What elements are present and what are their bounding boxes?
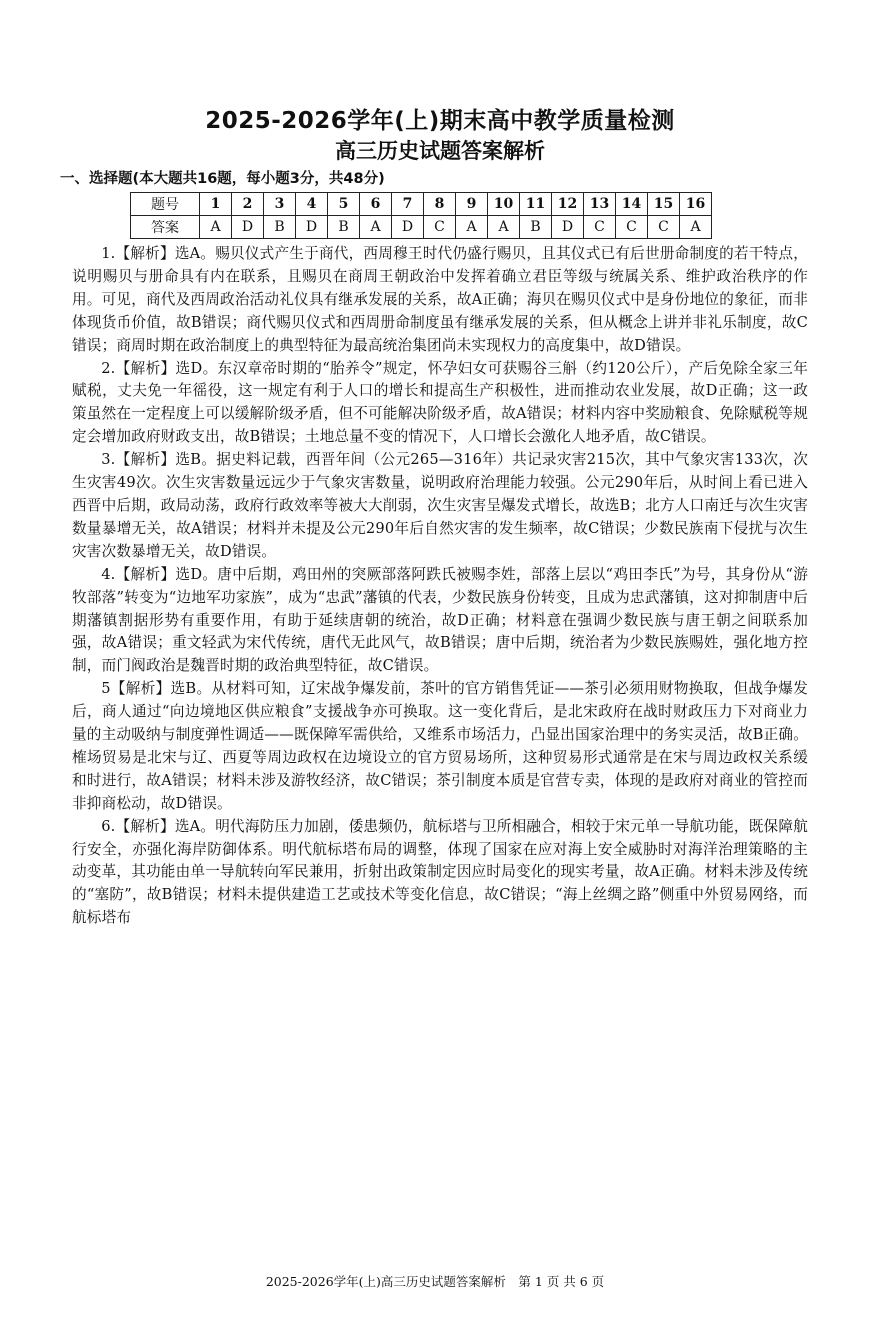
question-number-cell: 9 [456,193,488,216]
answer-cell: B [328,216,360,239]
question-number-cell: 3 [264,193,296,216]
row-label-number: 题号 [131,193,200,216]
analysis-paragraph: 4.【解析】选D。唐中后期，鸡田州的突厥部落阿跌氏被赐李姓，部落上层以“鸡田李氏”为号，其身份从“游牧部落”转变为“边地军功家族”，成为“忠武”藩镇的代表，少数民族身份转变，且成为忠武藩镇，这对抑制唐中后期藩镇割据形势有重要作用，有助于延续唐朝的统治，故D正确；材料意在强调少数民族与唐王朝之间联系加强，故A错误；重文轻武为宋代传统，唐代无此风气，故B错误；唐中后期，统治者为少数民族赐姓，强化地方控制，而门阀政治是魏晋时期的政治典型特征，故C错误。 [72,565,808,675]
answer-cell: A [680,216,712,239]
question-number-cell: 6 [360,193,392,216]
question-number-cell: 2 [232,193,264,216]
analysis-paragraph: 6.【解析】选A。明代海防压力加剧，倭患频仍，航标塔与卫所相融合，相较于宋元单一导航功能，既保障航行安全，亦强化海岸防御体系。明代航标塔布局的调整，体现了国家在应对海上安全威胁时对海洋治理策略的主动变革，其功能由单一导航转向军民兼用，折射出政策制定因应时局变化的现实考量，故A正确。材料未涉及传统的“塞防”，故B错误；材料未提供建造工艺或技术等变化信息，故C错误；“海上丝绸之路”侧重中外贸易网络，而航标塔布 [72,817,808,927]
analysis-paragraph: 3.【解析】选B。据史料记载，西晋年间（公元265—316年）共记录灾害215次，其中气象灾害133次，次生灾害49次。次生灾害数量远远少于气象灾害数量，说明政府治理能力较强。公元290年后，从时间上看已进入西晋中后期，政局动荡，政府行政效率等被大大削弱，次生灾害呈爆发式增长，故选B；北方人口南迁与次生灾害数量暴增无关，故A错误；材料并未提及公元290年后自然灾害的发生频率，故C错误；少数民族南下侵扰与次生灾害次数暴增无关，故D错误。 [72,451,808,560]
answer-cell: B [520,216,552,239]
question-number-cell: 1 [200,193,232,216]
answer-cell: B [264,216,296,239]
answer-cell: C [584,216,616,239]
page-title: 2025-2026学年(上)期末高中教学质量检测 [205,108,675,134]
document-page [0,106,870,1336]
question-number-row [131,193,712,216]
question-number-cell: 5 [328,193,360,216]
answer-cell: D [232,216,264,239]
question-number-cell: 16 [680,193,712,216]
page-footer: 2025-2026学年(上)高三历史试题答案解析 第 1 页 共 6 页 [265,1274,605,1289]
question-number-cell: 15 [648,193,680,216]
answer-cell: A [360,216,392,239]
question-number-cell: 10 [488,193,520,216]
question-number-cell: 8 [424,193,456,216]
answer-cell: D [552,216,584,239]
question-number-cell: 4 [296,193,328,216]
answer-cell: C [616,216,648,239]
section-heading: 一、选择题(本大题共16题，每小题3分，共48分) [60,171,385,187]
analysis-paragraph: 2.【解析】选D。东汉章帝时期的“胎养令”规定，怀孕妇女可获赐谷三斛（约120公斤），产后免除全家三年赋税，丈夫免一年徭役，这一规定有利于人口的增长和提高生产积极性，进而推动农业发展，故D正确；这一政策虽然在一定程度上可以缓解阶级矛盾，但不可能解决阶级矛盾，故A错误；材料内容中奖励粮食、免除赋税等规定会增加政府财政支出，故B错误；土地总量不变的情况下，人口增长会激化人地矛盾，故C错误。 [72,359,808,446]
answer-cell: A [456,216,488,239]
analysis-paragraph: 1.【解析】选A。赐贝仪式产生于商代，西周穆王时代仍盛行赐贝，且其仪式已有后世册命制度的若干特点，说明赐贝与册命具有内在联系，且赐贝在商周王朝政治中发挥着确立君臣等级与统属关系、维护政治秩序的作用。可见，商代及西周政治活动礼仪具有继承发展的关系，故A正确；海贝在赐贝仪式中是身份地位的象征，而非体现货币价值，故B错误；商代赐贝仪式和西周册命制度虽有继承发展的关系，但从概念上讲并非礼乐制度，故C错误；商周时期在政治制度上的典型特征为最高统治集团尚未实现权力的高度集中，故D错误。 [72,245,808,354]
question-number-cell: 11 [520,193,552,216]
analysis-body [72,243,808,930]
answer-table [130,192,712,239]
answer-cell: D [392,216,424,239]
row-label-answer: 答案 [131,216,200,239]
answer-cell: A [488,216,520,239]
answer-row [131,216,712,239]
answer-cell: D [296,216,328,239]
page-subtitle: 高三历史试题答案解析 [335,139,545,163]
answer-cell: C [648,216,680,239]
answer-cell: C [424,216,456,239]
question-number-cell: 14 [616,193,648,216]
question-number-cell: 12 [552,193,584,216]
analysis-paragraph: 5【解析】选B。从材料可知，辽宋战争爆发前，茶叶的官方销售凭证——茶引必须用财物换取，但战争爆发后，商人通过“向边境地区供应粮食”支援战争亦可换取。这一变化背后，是北宋政府在战时财政压力下对商业力量的主动吸纳与制度弹性调适——既保障军需供给，又维系市场活力，凸显出国家治理中的务实灵活，故B正确。榷场贸易是北宋与辽、西夏等周边政权在边境设立的官方贸易场所，这种贸易形式通常是在宋与周边政权关系缓和时进行，故A错误；材料未涉及游牧经济，故C错误；茶引制度本质是官营专卖，体现的是政府对商业的管控而非抑商松动，故D错误。 [72,680,808,812]
question-number-cell: 13 [584,193,616,216]
question-number-cell: 7 [392,193,424,216]
answer-cell: A [200,216,232,239]
